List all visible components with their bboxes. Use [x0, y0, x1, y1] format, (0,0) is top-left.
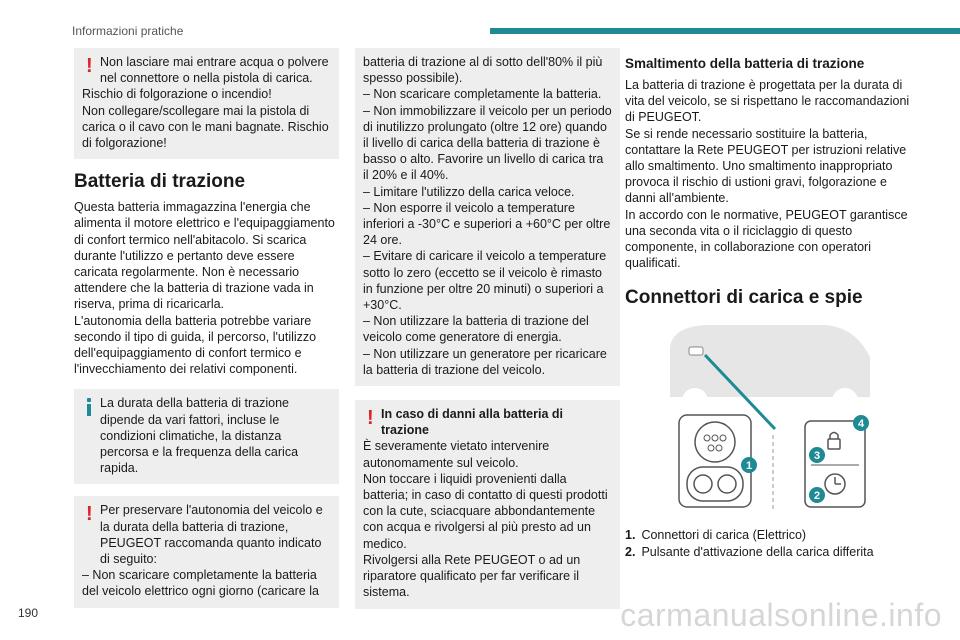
connector-diagram [665, 317, 905, 517]
warning-lead: Per preservare l'autonomia del veicolo e la durata della batteria di trazione, PEUGEOT raccomanda quanto indicato di seguito: [100, 503, 323, 567]
legend-item [625, 527, 915, 544]
running-header: Informazioni pratiche [72, 24, 184, 38]
warning-line: Rischio di folgorazione o incendio! [82, 87, 272, 102]
warning-line: – Non scaricare completamente la batteria del veicolo elettrico ogni giorno (caricare la [82, 568, 319, 599]
subheading-disposal: Smaltimento della batteria di trazione [625, 56, 865, 71]
section-heading-connectors: Connettori di carica e spie [625, 287, 863, 309]
paragraph: In accordo con le normative, PEUGEOT garantisce una seconda vita o il riciclaggio di questo componente, in collaborazione con operatori qualificati. [625, 207, 908, 271]
warning-icon: ! [86, 55, 93, 77]
warning-box-autonomy [74, 496, 339, 607]
ccs-socket [687, 467, 743, 501]
callout-2-label: 2 [813, 490, 821, 503]
warning-icon: ! [367, 407, 374, 430]
warning-lead: In caso di danni alla batteria di trazione [381, 407, 563, 438]
paragraph: L'autonomia della batteria potrebbe variare secondo il tipo di guida, il percorso, l'utilizzo dell'equipaggiamento di confort termico e l'invecchiamento dei relativi componenti. [74, 313, 317, 377]
car-silhouette [670, 325, 870, 397]
type2-socket [695, 422, 735, 462]
info-box-battery-life [74, 389, 339, 484]
legend-number: 1. [625, 528, 636, 543]
charge-flap-indicator [689, 347, 703, 355]
info-lead: La durata della batteria di trazione dipende da vari fattori, incluse le condizioni climatiche, la distanza percorsa e la frequenza della carica rapida. [100, 396, 299, 476]
paragraph: Se si rende necessario sostituire la batteria, contattare la Rete PEUGEOT per istruzioni relative allo smaltimento. Uno smaltimento inappropriato provoca il rischio di ustioni gravi, folgorazione e danni all'ambiente. [625, 126, 907, 206]
callout-1-label: 1 [745, 460, 753, 473]
list-line: – Evitare di caricare il veicolo a temperature sotto lo zero (eccetto se il veicolo è rimasto in funzione per oltre 20 minuti) o superiori a +30°C. [363, 249, 607, 313]
callout-3-label: 3 [813, 450, 821, 463]
legend-number: 2. [625, 544, 636, 559]
legend-item [625, 544, 915, 561]
list-line: – Non utilizzare la batteria di trazione del veicolo come generatore di energia. [363, 314, 589, 345]
warning-line: Non toccare i liquidi provenienti dalla batteria; in caso di contatto di questi prodotti con la cute, sciacquare abbondantemente con acqua e rivolgersi al più presto ad un medico. [363, 471, 608, 551]
list-line: – Non esporre il veicolo a temperature inferiori a -30°C e superiori a +60°C per oltre 24 ore. [363, 200, 611, 248]
list-line: – Limitare l'utilizzo della carica veloce. [363, 184, 575, 199]
column-3 [625, 48, 915, 560]
column-1 [74, 48, 339, 620]
paragraph: Questa batteria immagazzina l'energia che alimenta il motore elettrico e l'equipaggiamento di confort termico nell'abitacolo. Si scarica durante l'utilizzo e pertanto deve essere caricata regolarmente. Non è necessario attendere che la batteria di trazione vada in riserva, prima di ricaricarla. [74, 200, 335, 312]
warning-box-continuation [355, 48, 620, 386]
list-line: – Non immobilizzare il veicolo per un periodo di inutilizzo prolungato (oltre 12 ore) quando il livello di carica della batteria di trazione è basso o alto. Favorire un livello di carica tra il 20% e il 40%. [363, 103, 612, 183]
header-accent-bar [490, 28, 960, 34]
charging-connector-illustration [665, 317, 905, 517]
list-line: – Non utilizzare un generatore per ricaricare la batteria di trazione del veicolo. [363, 346, 607, 377]
warning-line: È severamente vietato intervenire autonomamente sul veicolo. [363, 439, 550, 470]
warning-box-water [74, 48, 339, 159]
warning-lead: Non lasciare mai entrare acqua o polvere nel connettore o nella pistola di carica. [100, 55, 329, 86]
column-2 [355, 48, 620, 621]
warning-line: Non collegare/scollegare mai la pistola di carica o il cavo con le mani bagnate. Rischio di folgorazione! [82, 103, 329, 151]
list-line: batteria di trazione al di sotto dell'80% il più spesso possibile). [363, 55, 603, 86]
warning-icon: ! [86, 503, 93, 526]
warning-box-damage [355, 400, 620, 608]
legend-text: Connettori di carica (Elettrico) [641, 528, 807, 543]
info-icon [87, 398, 91, 416]
car-wheel [832, 388, 858, 414]
watermark: carmanualsonline.info [620, 597, 942, 633]
figure-legend [625, 527, 915, 560]
warning-line: Rivolgersi alla Rete PEUGEOT o ad un riparatore qualificato per far verificare il sistema. [363, 552, 581, 600]
page-number: 190 [18, 606, 39, 620]
callout-4-label: 4 [857, 418, 865, 431]
paragraph: La batteria di trazione è progettata per la durata di vita del veicolo, se si rispettano le raccomandazioni di PEUGEOT. [625, 78, 910, 125]
car-wheel [682, 388, 708, 414]
legend-text: Pulsante d'attivazione della carica differita [641, 544, 874, 559]
list-line: – Non scaricare completamente la batteria. [363, 87, 602, 102]
section-heading-traction-battery: Batteria di trazione [74, 171, 246, 193]
